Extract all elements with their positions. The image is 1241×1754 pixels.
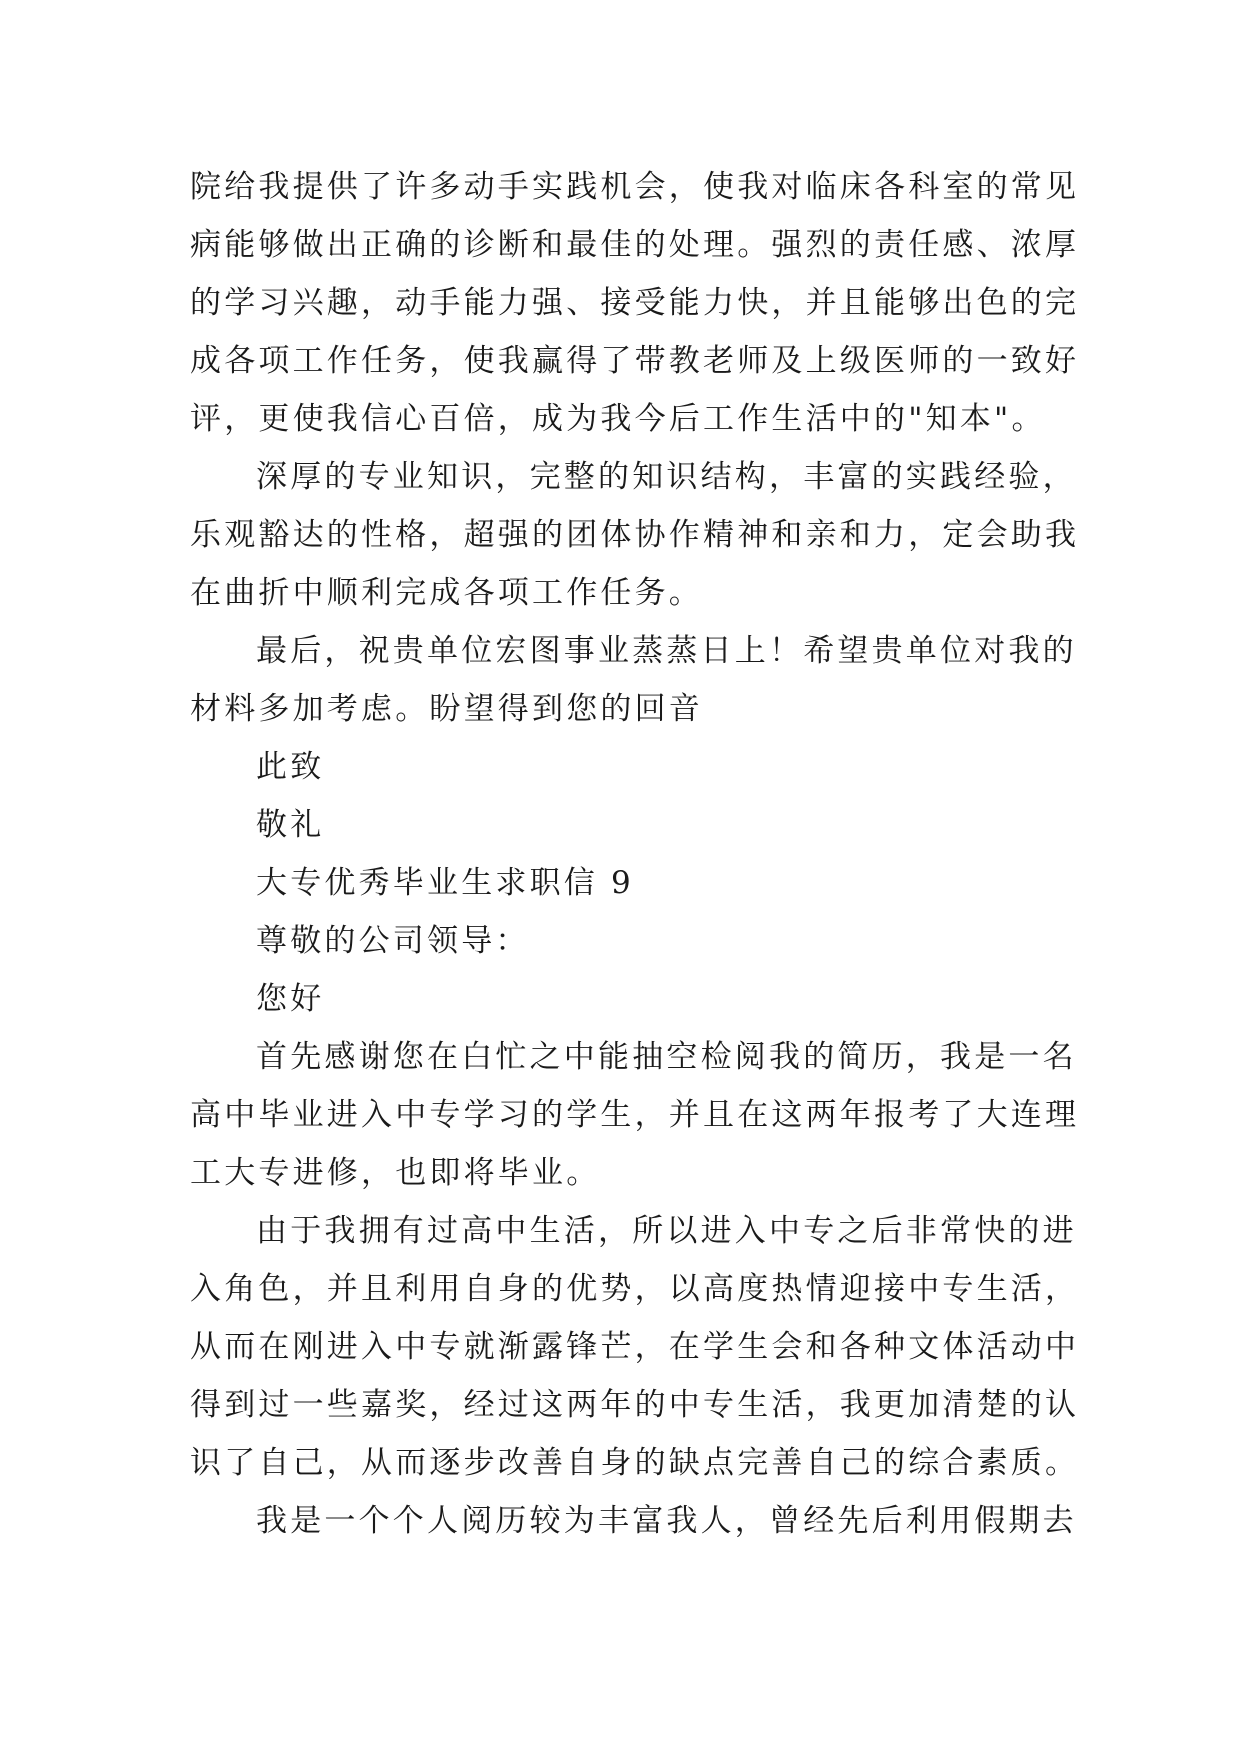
letter-body <box>190 158 1080 1550</box>
closing-line: 此致 <box>256 749 325 785</box>
text-line: 乐观豁达的性格，超强的团体协作精神和亲和力，定会助我 <box>190 517 1080 553</box>
text-line: 入角色，并且利用自身的优势，以高度热情迎接中专生活， <box>190 1271 1080 1307</box>
text-line: 评，更使我信心百倍，成为我今后工作生活中的"知本"。 <box>190 401 1046 437</box>
paragraph-start-line: 深厚的专业知识，完整的知识结构，丰富的实践经验， <box>256 459 1077 495</box>
text-line: 高中毕业进入中专学习的学生，并且在这两年报考了大连理 <box>190 1097 1080 1133</box>
text-line: 成各项工作任务，使我赢得了带教老师及上级医师的一致好 <box>190 343 1080 379</box>
paragraph-start-line: 由于我拥有过高中生活，所以进入中专之后非常快的进 <box>256 1213 1077 1249</box>
text-line: 院给我提供了许多动手实践机会，使我对临床各科室的常见 <box>190 169 1080 205</box>
text-line: 工大专进修，也即将毕业。 <box>190 1155 601 1191</box>
text-line: 从而在刚进入中专就渐露锋芒，在学生会和各种文体活动中 <box>190 1329 1080 1365</box>
paragraph-start-line: 最后，祝贵单位宏图事业蒸蒸日上！希望贵单位对我的 <box>256 633 1077 669</box>
greeting-line: 尊敬的公司领导： <box>256 923 530 959</box>
text-line: 得到过一些嘉奖，经过这两年的中专生活，我更加清楚的认 <box>190 1387 1080 1423</box>
greeting-line: 您好 <box>256 981 325 1017</box>
text-line: 病能够做出正确的诊断和最佳的处理。强烈的责任感、浓厚 <box>190 227 1080 263</box>
section-heading: 大专优秀毕业生求职信 9 <box>256 865 634 901</box>
salutation-line: 敬礼 <box>256 807 325 843</box>
text-line: 识了自己，从而逐步改善自身的缺点完善自己的综合素质。 <box>190 1445 1080 1481</box>
text-line: 材料多加考虑。盼望得到您的回音 <box>190 691 703 727</box>
paragraph-start-line: 我是一个个人阅历较为丰富我人，曾经先后利用假期去 <box>256 1503 1077 1539</box>
paragraph-start-line: 首先感谢您在白忙之中能抽空检阅我的简历，我是一名 <box>256 1039 1077 1075</box>
text-line: 的学习兴趣，动手能力强、接受能力快，并且能够出色的完 <box>190 285 1080 321</box>
text-line: 在曲折中顺利完成各项工作任务。 <box>190 575 703 611</box>
